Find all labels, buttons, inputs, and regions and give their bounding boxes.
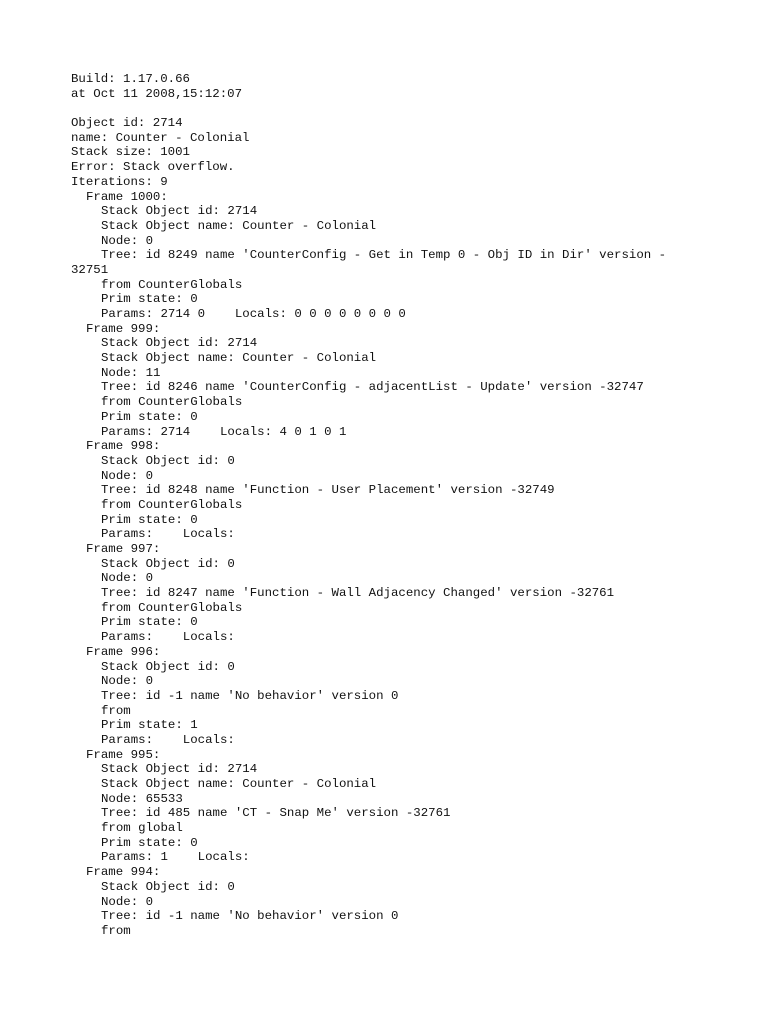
frame-detail-line: Prim state: 1	[101, 718, 198, 733]
frame-title: Frame 996:	[86, 644, 161, 659]
frame-detail-line: Node: 0	[101, 468, 154, 483]
frame-detail-line: Node: 0	[101, 674, 154, 689]
frame-title: Frame 995:	[86, 747, 161, 762]
frame-detail-line: Stack Object id: 0	[101, 879, 235, 894]
frame-detail-line: from global	[101, 821, 183, 836]
frame-title: Frame 997:	[86, 542, 161, 556]
frame-detail-line: Params: Locals:	[101, 630, 235, 645]
frame-detail-line: Node: 65533	[101, 791, 183, 806]
frame-detail-line: Tree: id -1 name 'No behavior' version 0	[101, 688, 399, 703]
frame-detail-line: Stack Object name: Counter - Colonial	[101, 218, 377, 233]
frame-detail-line: Prim state: 0	[101, 409, 198, 424]
frame-detail-line: Node: 0	[101, 233, 154, 248]
build-line: Build: 1.17.0.66	[71, 72, 190, 86]
frame-detail-line: Node: 0	[101, 894, 154, 909]
stack-size-line: Stack size: 1001	[71, 145, 190, 160]
frame-detail-line: Params: 2714 Locals: 4 0 1 0 1	[101, 424, 347, 439]
object-id-line: Object id: 2714	[71, 116, 183, 131]
frame-detail-line: Node: 0	[101, 571, 154, 586]
frame-detail-line: Stack Object name: Counter - Colonial	[101, 351, 377, 366]
frame-detail-line: Stack Object id: 2714	[101, 204, 258, 219]
frame-detail-line: Tree: id 8249 name 'CounterConfig - Get in Temp 0 - Obj ID in Dir' version -	[101, 248, 667, 263]
frame-detail-line: Tree: id 8248 name 'Function - User Placement' version -32749	[101, 483, 555, 498]
frame-detail-line: Stack Object id: 2714	[101, 762, 258, 777]
error-line: Error: Stack overflow.	[71, 160, 235, 175]
frame-title: Frame 999:	[86, 321, 161, 336]
frame-detail-line: from CounterGlobals	[101, 395, 243, 410]
frame-title: Frame 998:	[86, 439, 161, 454]
frame-detail-line: from	[101, 923, 131, 938]
build-date-line: at Oct 11 2008,15:12:07	[71, 86, 243, 101]
frame-detail-line: Stack Object id: 0	[101, 556, 235, 571]
frame-detail-line: Tree: id 8247 name 'Function - Wall Adjacency Changed' version -32761	[101, 586, 615, 601]
frame-detail-line: Tree: id 485 name 'CT - Snap Me' version -32761	[101, 806, 451, 821]
frame-detail-line: Prim state: 0	[101, 292, 198, 307]
iterations-line: Iterations: 9	[71, 174, 168, 189]
frame-detail-line: Params: Locals:	[101, 527, 235, 542]
object-name-line: name: Counter - Colonial	[71, 130, 250, 145]
frame-detail-line: from CounterGlobals	[101, 277, 243, 292]
frame-detail-line: Prim state: 0	[101, 512, 198, 527]
frame-detail-line: from CounterGlobals	[101, 600, 243, 615]
frame-detail-line: Prim state: 0	[101, 835, 198, 850]
frame-detail-line: Node: 11	[101, 365, 161, 380]
frame-detail-line: Stack Object name: Counter - Colonial	[101, 777, 377, 791]
frame-detail-line: Prim state: 0	[101, 615, 198, 630]
frame-detail-line: from CounterGlobals	[101, 497, 243, 512]
frame-title: Frame 1000:	[86, 189, 168, 204]
frame-detail-line: Stack Object id: 0	[101, 453, 235, 468]
frame-detail-line: Stack Object id: 2714	[101, 336, 258, 351]
frame-detail-line: Params: 1 Locals:	[101, 850, 250, 865]
frame-detail-line: Params: 2714 0 Locals: 0 0 0 0 0 0 0 0	[101, 307, 406, 321]
frame-detail-line: Params: Locals:	[101, 732, 235, 747]
frame-title: Frame 994:	[86, 865, 161, 880]
stack-trace-document	[71, 72, 761, 939]
frame-detail-line: Tree: id 8246 name 'CounterConfig - adjacentList - Update' version -32747	[101, 380, 644, 395]
frame-detail-line: 32751	[71, 262, 109, 277]
frames-list	[71, 190, 761, 939]
frame-detail-line: from	[101, 703, 131, 718]
frame-detail-line: Stack Object id: 0	[101, 659, 235, 674]
frame-detail-line: Tree: id -1 name 'No behavior' version 0	[101, 909, 399, 924]
blank-line	[71, 101, 761, 116]
